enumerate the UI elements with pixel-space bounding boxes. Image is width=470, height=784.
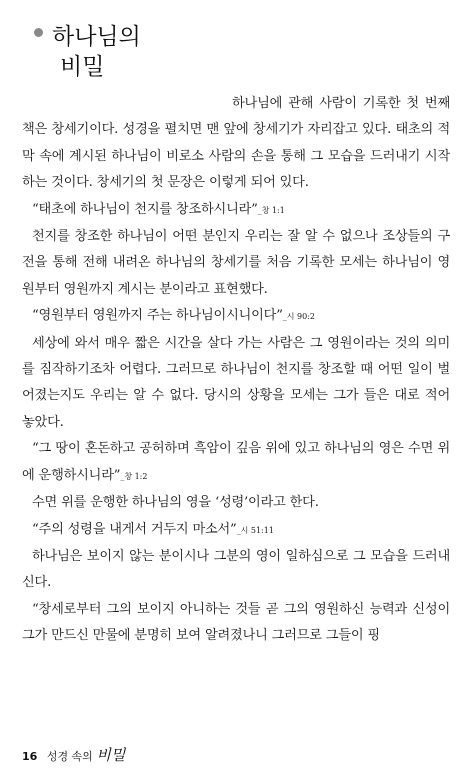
chapter-title-line1: 하나님의 xyxy=(52,24,141,50)
verse-citation: _창 1:1 xyxy=(257,205,285,215)
page-number: 16 xyxy=(22,750,38,763)
quote-paragraph: “그 땅이 혼돈하고 공허하며 흑암이 깊음 위에 있고 하나님의 영은 수면 위에 운행하시니라”_창 1:2 xyxy=(22,441,450,483)
book-title-emphasis: 비밀 xyxy=(96,746,126,764)
quote-paragraph: “주의 성령을 내게서 거두지 마소서”_시 51:11 xyxy=(32,521,274,537)
verse-citation: _시 51:11 xyxy=(236,525,274,535)
verse-citation: _시 90:2 xyxy=(282,312,316,322)
body-text xyxy=(22,91,450,650)
paragraph: 수면 위를 운행한 하나님의 영을 ‘성령’이라고 한다. xyxy=(32,495,319,511)
quote-paragraph: “태초에 하나님이 천지를 창조하시니라”_창 1:1 xyxy=(32,201,285,217)
chapter-title xyxy=(52,22,141,82)
paragraph: 세상에 와서 매우 짧은 시간을 살다 가는 사람은 그 영원이라는 것의 의미를 짐작하기조차 어렵다. 그러므로 하나님이 천지를 창조할 때 어떤 일이 벌어졌는지도 우리는 알 수 없다. 당시의 상황을 모세는 그가 들은 대로 적어 놓았다. xyxy=(22,335,450,430)
paragraph: 천지를 창조한 하나님이 어떤 분인지 우리는 잘 알 수 없으나 조상들의 구전을 통해 전해 내려온 하나님의 창세기를 처음 기록한 모세는 하나님이 영원부터 영원까지 계시는 분이라고 표현했다. xyxy=(22,229,450,297)
page-footer xyxy=(22,744,125,765)
quote-paragraph: “창세로부터 그의 보이지 아니하는 것들 곧 그의 영원하신 능력과 신성이 그가 만드신 만물에 분명히 보여 알려졌나니 그러므로 그들이 핑 xyxy=(22,601,450,644)
gray-circle-bullet-icon xyxy=(34,28,43,37)
paragraph: 하나님은 보이지 않는 분이시나 그분의 영이 일하심으로 그 모습을 드러내신다. xyxy=(22,548,450,591)
chapter-title-line2: 비밀 xyxy=(60,54,105,80)
book-title: 성경 속의 xyxy=(46,750,93,763)
paragraph: 하나님에 관해 사람이 기록한 첫 번째 책은 창세기이다. 성경을 펼치면 맨 앞에 창세기가 자리잡고 있다. 태초의 적막 속에 계시된 하나님이 비로소 사람의 손을 통해 그 모습을 드러내기 시작하는 것이다. 창세기의 첫 문장은 이렇게 되어 있다. xyxy=(22,96,450,191)
quote-paragraph: “영원부터 영원까지 주는 하나님이시니이다”_시 90:2 xyxy=(32,308,316,324)
chapter-heading xyxy=(34,22,141,82)
verse-citation: _창 1:2 xyxy=(120,471,148,481)
